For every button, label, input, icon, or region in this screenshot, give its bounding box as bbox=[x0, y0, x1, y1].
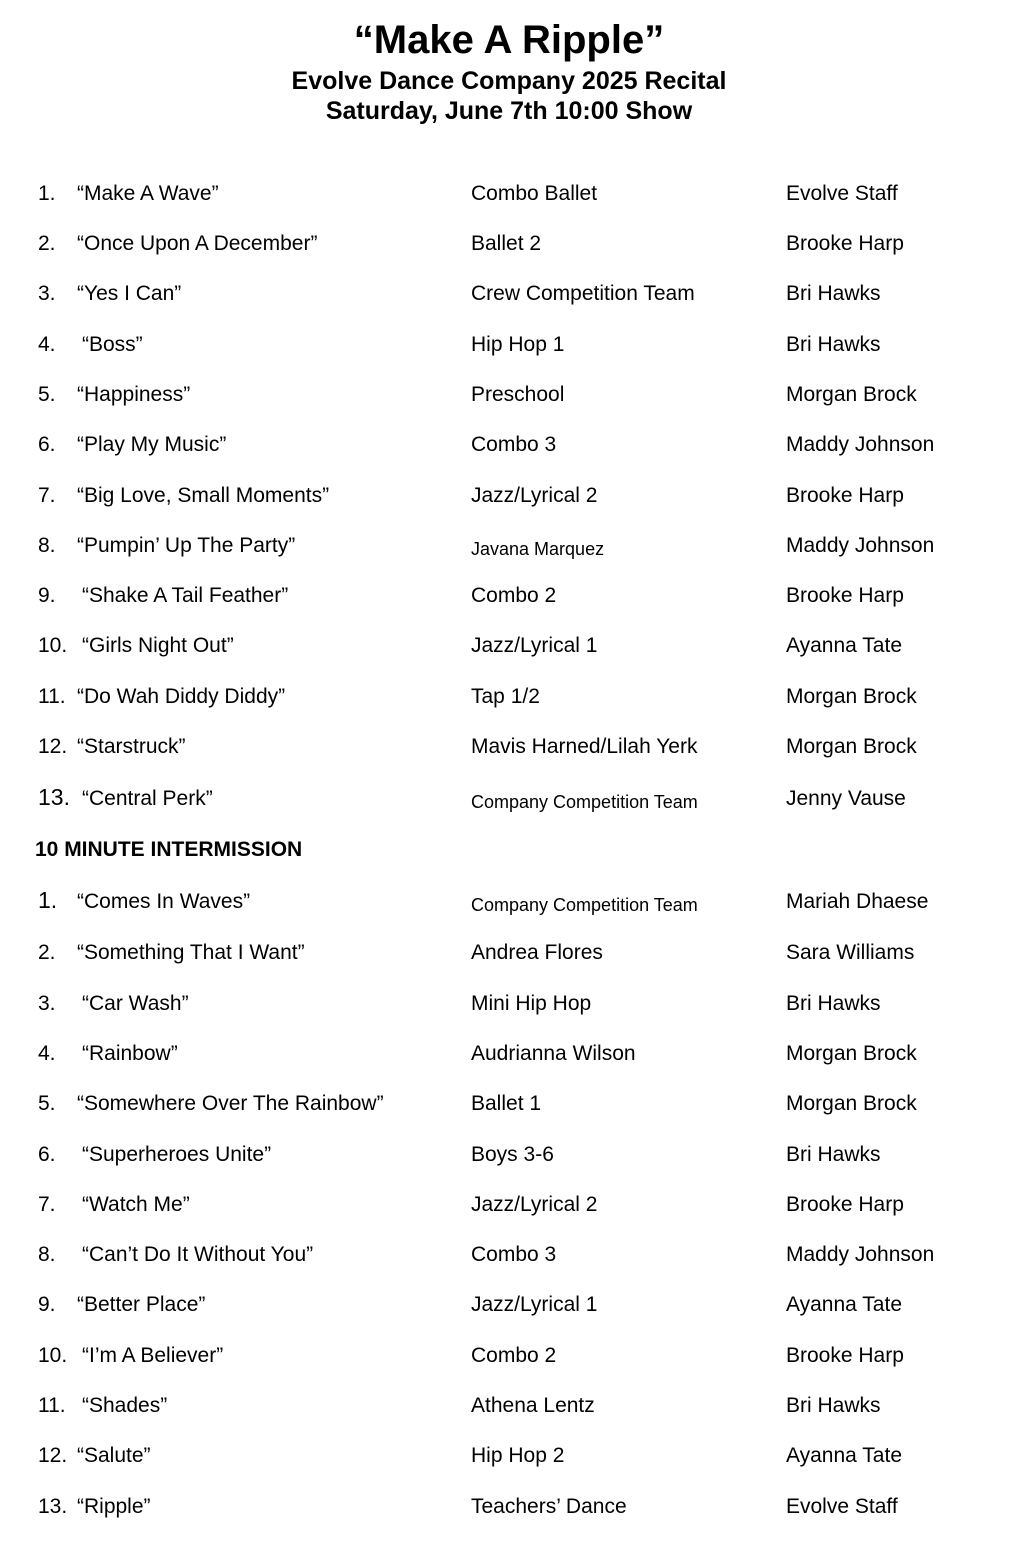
routine-number: 4. bbox=[38, 333, 56, 356]
class-name: Mavis Harned/Lilah Yerk bbox=[471, 735, 698, 758]
routine-number: 11. bbox=[38, 1394, 66, 1417]
teacher-name: Evolve Staff bbox=[786, 1495, 898, 1518]
teacher-name: Morgan Brock bbox=[786, 1092, 917, 1115]
teacher-name: Sara Williams bbox=[786, 941, 915, 964]
program-row bbox=[0, 181, 1018, 231]
routine-number: 13. bbox=[38, 784, 70, 810]
class-name: Combo 3 bbox=[471, 1243, 557, 1266]
program-row bbox=[0, 684, 1018, 734]
show-time: Saturday, June 7th 10:00 Show bbox=[325, 97, 693, 125]
song-title: “Girls Night Out” bbox=[82, 634, 234, 657]
song-title: “Comes In Waves” bbox=[77, 890, 251, 913]
program-row bbox=[0, 940, 1018, 990]
song-title: “Rainbow” bbox=[82, 1042, 178, 1065]
routine-number: 5. bbox=[38, 383, 56, 406]
class-name: Teachers’ Dance bbox=[471, 1495, 627, 1518]
class-name: Hip Hop 2 bbox=[471, 1444, 565, 1467]
routine-number: 9. bbox=[38, 584, 56, 607]
teacher-name: Bri Hawks bbox=[786, 333, 881, 356]
song-title: “Big Love, Small Moments” bbox=[77, 484, 330, 507]
teacher-name: Brooke Harp bbox=[786, 1344, 904, 1367]
class-name: Ballet 1 bbox=[471, 1092, 542, 1115]
program-row bbox=[0, 231, 1018, 281]
program-header bbox=[0, 14, 1018, 126]
class-name: Company Competition Team bbox=[471, 792, 698, 812]
song-title: “Starstruck” bbox=[77, 735, 186, 758]
song-title: “Ripple” bbox=[77, 1495, 151, 1518]
program-row bbox=[0, 1393, 1018, 1443]
intermission-heading: 10 MINUTE INTERMISSION bbox=[35, 838, 303, 861]
song-title: “I’m A Believer” bbox=[82, 1344, 224, 1367]
routine-number: 7. bbox=[38, 1193, 56, 1216]
song-title: “Superheroes Unite” bbox=[82, 1143, 272, 1166]
program-row bbox=[0, 1292, 1018, 1342]
song-title: “Do Wah Diddy Diddy” bbox=[77, 685, 286, 708]
teacher-name: Ayanna Tate bbox=[786, 634, 902, 657]
class-name: Preschool bbox=[471, 383, 565, 406]
class-name: Andrea Flores bbox=[471, 941, 603, 964]
routine-number: 5. bbox=[38, 1092, 56, 1115]
recital-title: “Make A Ripple” bbox=[353, 18, 665, 62]
routine-number: 12. bbox=[38, 1444, 68, 1467]
routine-number: 1. bbox=[38, 887, 58, 913]
program-row bbox=[0, 1192, 1018, 1242]
program-row bbox=[0, 1041, 1018, 1091]
class-name: Company Competition Team bbox=[471, 895, 698, 915]
teacher-name: Maddy Johnson bbox=[786, 433, 935, 456]
routine-number: 7. bbox=[38, 484, 56, 507]
program-row bbox=[0, 1343, 1018, 1393]
routine-number: 11. bbox=[38, 685, 66, 708]
program-row bbox=[0, 786, 1018, 836]
routine-number: 10. bbox=[38, 634, 68, 657]
program-row bbox=[0, 382, 1018, 432]
routine-number: 2. bbox=[38, 232, 56, 255]
program-row bbox=[0, 1242, 1018, 1292]
routine-number: 1. bbox=[38, 182, 56, 205]
class-name: Combo 3 bbox=[471, 433, 557, 456]
class-name: Tap 1/2 bbox=[471, 685, 540, 708]
teacher-name: Morgan Brock bbox=[786, 383, 917, 406]
class-name: Jazz/Lyrical 2 bbox=[471, 1193, 598, 1216]
class-name: Javana Marquez bbox=[471, 539, 605, 559]
teacher-name: Bri Hawks bbox=[786, 1394, 881, 1417]
program-row bbox=[0, 432, 1018, 482]
routine-number: 8. bbox=[38, 1243, 56, 1266]
class-name: Crew Competition Team bbox=[471, 282, 695, 305]
song-title: “Happiness” bbox=[77, 383, 191, 406]
routine-number: 9. bbox=[38, 1293, 56, 1316]
song-title: “Car Wash” bbox=[82, 992, 189, 1015]
routine-number: 6. bbox=[38, 1143, 56, 1166]
program-row bbox=[0, 889, 1018, 939]
program-row bbox=[0, 483, 1018, 533]
class-name: Mini Hip Hop bbox=[471, 992, 592, 1015]
program-row bbox=[0, 281, 1018, 331]
teacher-name: Bri Hawks bbox=[786, 992, 881, 1015]
class-name: Jazz/Lyrical 1 bbox=[471, 634, 598, 657]
program-row bbox=[0, 533, 1018, 583]
teacher-name: Bri Hawks bbox=[786, 282, 881, 305]
song-title: “Shake A Tail Feather” bbox=[82, 584, 289, 607]
program-row bbox=[0, 734, 1018, 784]
song-title: “Something That I Want” bbox=[77, 941, 305, 964]
song-title: “Play My Music” bbox=[77, 433, 227, 456]
song-title: “Central Perk” bbox=[82, 787, 213, 810]
program-row bbox=[0, 1494, 1018, 1544]
teacher-name: Brooke Harp bbox=[786, 584, 904, 607]
program-row bbox=[0, 583, 1018, 633]
class-name: Jazz/Lyrical 2 bbox=[471, 484, 598, 507]
song-title: “Make A Wave” bbox=[77, 182, 219, 205]
routine-number: 3. bbox=[38, 282, 56, 305]
teacher-name: Brooke Harp bbox=[786, 1193, 904, 1216]
song-title: “Somewhere Over The Rainbow” bbox=[77, 1092, 384, 1115]
program-row bbox=[0, 1142, 1018, 1192]
teacher-name: Maddy Johnson bbox=[786, 534, 935, 557]
teacher-name: Brooke Harp bbox=[786, 232, 904, 255]
teacher-name: Brooke Harp bbox=[786, 484, 904, 507]
class-name: Jazz/Lyrical 1 bbox=[471, 1293, 598, 1316]
song-title: “Pumpin’ Up The Party” bbox=[77, 534, 296, 557]
teacher-name: Jenny Vause bbox=[786, 787, 906, 810]
class-name: Combo Ballet bbox=[471, 182, 598, 205]
song-title: “Better Place” bbox=[77, 1293, 206, 1316]
routine-number: 2. bbox=[38, 941, 56, 964]
routine-number: 6. bbox=[38, 433, 56, 456]
teacher-name: Maddy Johnson bbox=[786, 1243, 935, 1266]
teacher-name: Ayanna Tate bbox=[786, 1444, 902, 1467]
program-row bbox=[0, 332, 1018, 382]
song-title: “Boss” bbox=[82, 333, 143, 356]
song-title: “Yes I Can” bbox=[77, 282, 182, 305]
teacher-name: Mariah Dhaese bbox=[786, 890, 929, 913]
teacher-name: Morgan Brock bbox=[786, 1042, 917, 1065]
teacher-name: Morgan Brock bbox=[786, 735, 917, 758]
teacher-name: Morgan Brock bbox=[786, 685, 917, 708]
song-title: “Can’t Do It Without You” bbox=[82, 1243, 314, 1266]
routine-number: 10. bbox=[38, 1344, 68, 1367]
program-row bbox=[0, 991, 1018, 1041]
class-name: Athena Lentz bbox=[471, 1394, 595, 1417]
class-name: Hip Hop 1 bbox=[471, 333, 565, 356]
class-name: Combo 2 bbox=[471, 1344, 557, 1367]
recital-subtitle: Evolve Dance Company 2025 Recital bbox=[291, 67, 727, 95]
routine-number: 3. bbox=[38, 992, 56, 1015]
song-title: “Shades” bbox=[82, 1394, 168, 1417]
class-name: Combo 2 bbox=[471, 584, 557, 607]
song-title: “Salute” bbox=[77, 1444, 151, 1467]
routine-number: 12. bbox=[38, 735, 68, 758]
teacher-name: Bri Hawks bbox=[786, 1143, 881, 1166]
teacher-name: Evolve Staff bbox=[786, 182, 898, 205]
class-name: Boys 3-6 bbox=[471, 1143, 554, 1166]
program-row bbox=[0, 1443, 1018, 1493]
class-name: Ballet 2 bbox=[471, 232, 542, 255]
routine-number: 8. bbox=[38, 534, 56, 557]
class-name: Audrianna Wilson bbox=[471, 1042, 636, 1065]
routine-number: 13. bbox=[38, 1495, 68, 1518]
routine-number: 4. bbox=[38, 1042, 56, 1065]
song-title: “Watch Me” bbox=[82, 1193, 190, 1216]
teacher-name: Ayanna Tate bbox=[786, 1293, 902, 1316]
program-row bbox=[0, 1091, 1018, 1141]
song-title: “Once Upon A December” bbox=[77, 232, 318, 255]
program-row bbox=[0, 633, 1018, 683]
